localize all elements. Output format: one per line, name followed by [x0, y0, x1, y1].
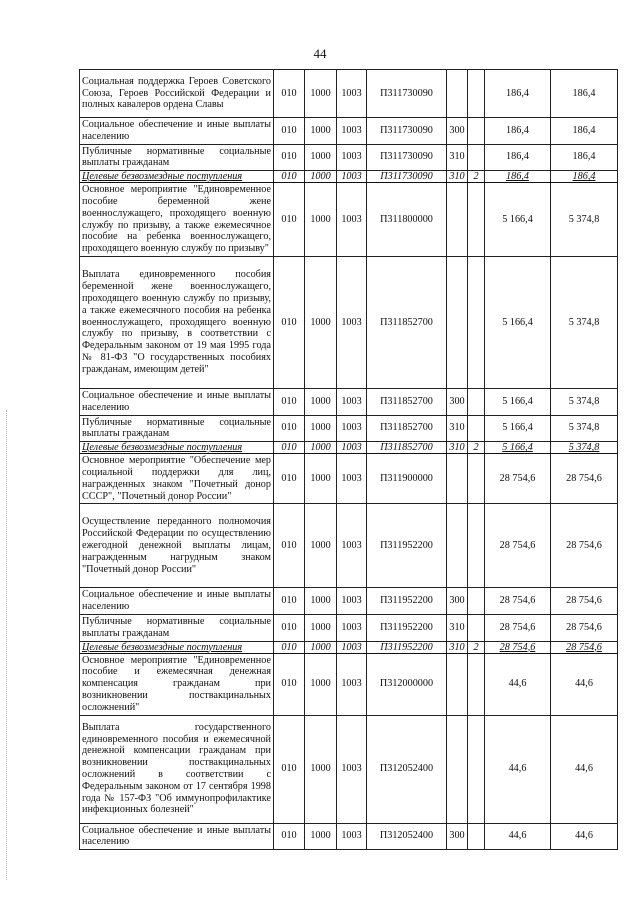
row-name-cell: Социальное обеспечение и иные выплаты населению: [80, 588, 274, 615]
ministry-code-cell: 010: [274, 641, 305, 653]
row-name-cell: Публичные нормативные социальные выплаты гражданам: [80, 415, 274, 442]
table-row: [80, 415, 618, 442]
target-receipts-row: [80, 641, 618, 653]
amount-year2-cell: 186,4: [551, 144, 618, 171]
source-code-cell: [468, 183, 485, 257]
table-row: [80, 715, 618, 823]
expense-type-cell: [447, 256, 468, 388]
source-code-cell: [468, 256, 485, 388]
target-article-cell: П311852700: [367, 388, 447, 415]
table-row: [80, 70, 618, 118]
source-code-cell: [468, 504, 485, 588]
subsection-code-cell: 1003: [337, 171, 367, 183]
page-number: 44: [313, 46, 327, 61]
amount-year2-cell: 44,6: [551, 653, 618, 715]
table-row: [80, 183, 618, 257]
target-article-cell: П311952200: [367, 614, 447, 641]
ministry-code-cell: 010: [274, 614, 305, 641]
source-code-cell: [468, 388, 485, 415]
expense-type-cell: [447, 70, 468, 118]
row-name-cell: Целевые безвозмездные поступления: [80, 442, 274, 454]
amount-year2-cell: 28 754,6: [551, 641, 618, 653]
target-article-cell: П311952200: [367, 504, 447, 588]
amount-year2-cell: 28 754,6: [551, 614, 618, 641]
table-row: [80, 653, 618, 715]
source-code-cell: [468, 144, 485, 171]
margin-dotted-line: [6, 410, 8, 880]
ministry-code-cell: 010: [274, 442, 305, 454]
section-code-cell: 1000: [305, 715, 337, 823]
section-code-cell: 1000: [305, 442, 337, 454]
amount-year2-cell: 5 374,8: [551, 442, 618, 454]
row-name-cell: Основное мероприятие "Единовременное пособие и ежемесячная денежная компенсация гражданам при возникновении поствакцинальных осложнений": [80, 653, 274, 715]
target-article-cell: П311730090: [367, 171, 447, 183]
expense-type-cell: 300: [447, 588, 468, 615]
row-name-cell: Целевые безвозмездные поступления: [80, 641, 274, 653]
table-row: [80, 454, 618, 504]
source-code-cell: 2: [468, 442, 485, 454]
target-article-cell: П311730090: [367, 118, 447, 145]
amount-year1-cell: 28 754,6: [485, 504, 551, 588]
amount-year1-cell: 5 166,4: [485, 256, 551, 388]
target-article-cell: П311852700: [367, 415, 447, 442]
amount-year2-cell: 186,4: [551, 70, 618, 118]
target-receipts-row: [80, 171, 618, 183]
amount-year2-cell: 5 374,8: [551, 256, 618, 388]
amount-year2-cell: 5 374,8: [551, 415, 618, 442]
source-code-cell: [468, 118, 485, 145]
row-name-cell: Выплата государственного единовременного пособия и ежемесячной денежной компенсации гражданам при возникновении поствакцинальных осложнений в соответствии с Федеральным законом от 17 сентября 1998 года № 157-ФЗ "Об иммунопрофилактике инфекционных болезней": [80, 715, 274, 823]
row-name-cell: Социальное обеспечение и иные выплаты населению: [80, 823, 274, 850]
section-code-cell: 1000: [305, 415, 337, 442]
source-code-cell: 2: [468, 171, 485, 183]
amount-year2-cell: 28 754,6: [551, 454, 618, 504]
section-code-cell: 1000: [305, 256, 337, 388]
amount-year2-cell: 5 374,8: [551, 183, 618, 257]
source-code-cell: [468, 823, 485, 850]
row-name-cell: Основное мероприятие "Обеспечение мер социальной поддержки для лиц, награжденных знаком "Почетный донор СССР", "Почетный донор России": [80, 454, 274, 504]
section-code-cell: 1000: [305, 653, 337, 715]
subsection-code-cell: 1003: [337, 614, 367, 641]
expense-type-cell: [447, 653, 468, 715]
ministry-code-cell: 010: [274, 415, 305, 442]
subsection-code-cell: 1003: [337, 118, 367, 145]
row-name-cell: Социальное обеспечение и иные выплаты населению: [80, 118, 274, 145]
expense-type-cell: 310: [447, 144, 468, 171]
section-code-cell: 1000: [305, 614, 337, 641]
amount-year1-cell: 5 166,4: [485, 183, 551, 257]
ministry-code-cell: 010: [274, 144, 305, 171]
subsection-code-cell: 1003: [337, 588, 367, 615]
subsection-code-cell: 1003: [337, 415, 367, 442]
amount-year1-cell: 186,4: [485, 171, 551, 183]
ministry-code-cell: 010: [274, 183, 305, 257]
section-code-cell: 1000: [305, 454, 337, 504]
ministry-code-cell: 010: [274, 588, 305, 615]
expense-type-cell: [447, 183, 468, 257]
subsection-code-cell: 1003: [337, 641, 367, 653]
target-article-cell: П311800000: [367, 183, 447, 257]
subsection-code-cell: 1003: [337, 715, 367, 823]
ministry-code-cell: 010: [274, 70, 305, 118]
table-row: [80, 504, 618, 588]
subsection-code-cell: 1003: [337, 823, 367, 850]
section-code-cell: 1000: [305, 118, 337, 145]
target-article-cell: П311900000: [367, 454, 447, 504]
amount-year1-cell: 186,4: [485, 118, 551, 145]
section-code-cell: 1000: [305, 388, 337, 415]
table-row: [80, 256, 618, 388]
row-name-cell: Публичные нормативные социальные выплаты гражданам: [80, 144, 274, 171]
target-article-cell: П311852700: [367, 442, 447, 454]
target-article-cell: П311730090: [367, 70, 447, 118]
amount-year1-cell: 28 754,6: [485, 641, 551, 653]
subsection-code-cell: 1003: [337, 454, 367, 504]
amount-year2-cell: 28 754,6: [551, 588, 618, 615]
target-article-cell: П312000000: [367, 653, 447, 715]
amount-year2-cell: 28 754,6: [551, 504, 618, 588]
source-code-cell: [468, 70, 485, 118]
target-article-cell: П311852700: [367, 256, 447, 388]
ministry-code-cell: 010: [274, 388, 305, 415]
ministry-code-cell: 010: [274, 823, 305, 850]
row-name-cell: Целевые безвозмездные поступления: [80, 171, 274, 183]
source-code-cell: [468, 454, 485, 504]
section-code-cell: 1000: [305, 641, 337, 653]
subsection-code-cell: 1003: [337, 504, 367, 588]
expense-type-cell: 300: [447, 118, 468, 145]
subsection-code-cell: 1003: [337, 70, 367, 118]
amount-year2-cell: 44,6: [551, 823, 618, 850]
expense-type-cell: 310: [447, 442, 468, 454]
section-code-cell: 1000: [305, 504, 337, 588]
ministry-code-cell: 010: [274, 653, 305, 715]
row-name-cell: Осуществление переданного полномочия Российской Федерации по осуществлению ежегодной денежной выплаты лицам, награжденным нагрудным знаком "Почетный донор России": [80, 504, 274, 588]
ministry-code-cell: 010: [274, 171, 305, 183]
subsection-code-cell: 1003: [337, 442, 367, 454]
subsection-code-cell: 1003: [337, 256, 367, 388]
expense-type-cell: 310: [447, 641, 468, 653]
amount-year2-cell: 186,4: [551, 171, 618, 183]
target-article-cell: П312052400: [367, 823, 447, 850]
amount-year1-cell: 28 754,6: [485, 588, 551, 615]
section-code-cell: 1000: [305, 823, 337, 850]
row-name-cell: Основное мероприятие "Единовременное пособие беременной жене военнослужащего, проходящего военную службу по призыву, а также ежемесячное пособие на ребенка военнослужащего, проходящего военную службу по призыву": [80, 183, 274, 257]
section-code-cell: 1000: [305, 183, 337, 257]
target-receipts-row: [80, 442, 618, 454]
table-row: [80, 823, 618, 850]
ministry-code-cell: 010: [274, 454, 305, 504]
source-code-cell: [468, 715, 485, 823]
ministry-code-cell: 010: [274, 118, 305, 145]
row-name-cell: Публичные нормативные социальные выплаты гражданам: [80, 614, 274, 641]
table-row: [80, 614, 618, 641]
target-article-cell: П311730090: [367, 144, 447, 171]
table-row: [80, 144, 618, 171]
source-code-cell: [468, 415, 485, 442]
subsection-code-cell: 1003: [337, 144, 367, 171]
target-article-cell: П311952200: [367, 641, 447, 653]
section-code-cell: 1000: [305, 144, 337, 171]
subsection-code-cell: 1003: [337, 183, 367, 257]
expense-type-cell: [447, 454, 468, 504]
section-code-cell: 1000: [305, 171, 337, 183]
source-code-cell: [468, 588, 485, 615]
amount-year2-cell: 186,4: [551, 118, 618, 145]
section-code-cell: 1000: [305, 70, 337, 118]
source-code-cell: [468, 614, 485, 641]
amount-year1-cell: 186,4: [485, 70, 551, 118]
expense-type-cell: 300: [447, 823, 468, 850]
ministry-code-cell: 010: [274, 504, 305, 588]
amount-year1-cell: 44,6: [485, 823, 551, 850]
expense-type-cell: 310: [447, 415, 468, 442]
amount-year1-cell: 44,6: [485, 715, 551, 823]
subsection-code-cell: 1003: [337, 653, 367, 715]
row-name-cell: Выплата единовременного пособия беременной жене военнослужащего, проходящего военную службу по призыву, а также ежемесячного пособия на ребенка военнослужащего, проходящего военную службу по призыву, в соответствии с Федеральным законом от 19 мая 1995 года № 81-ФЗ "О государственных пособиях гражданам, имеющим детей": [80, 256, 274, 388]
source-code-cell: 2: [468, 641, 485, 653]
section-code-cell: 1000: [305, 588, 337, 615]
table-row: [80, 118, 618, 145]
ministry-code-cell: 010: [274, 715, 305, 823]
amount-year1-cell: 28 754,6: [485, 614, 551, 641]
table-row: [80, 588, 618, 615]
row-name-cell: Социальное обеспечение и иные выплаты населению: [80, 388, 274, 415]
expense-type-cell: [447, 715, 468, 823]
ministry-code-cell: 010: [274, 256, 305, 388]
expense-type-cell: [447, 504, 468, 588]
expense-type-cell: 300: [447, 388, 468, 415]
target-article-cell: П312052400: [367, 715, 447, 823]
amount-year1-cell: 5 166,4: [485, 415, 551, 442]
expense-type-cell: 310: [447, 171, 468, 183]
amount-year1-cell: 44,6: [485, 653, 551, 715]
amount-year1-cell: 5 166,4: [485, 442, 551, 454]
table-row: [80, 388, 618, 415]
amount-year2-cell: 44,6: [551, 715, 618, 823]
row-name-cell: Социальная поддержка Героев Советского Союза, Героев Российской Федерации и полных кавалеров ордена Славы: [80, 70, 274, 118]
amount-year1-cell: 28 754,6: [485, 454, 551, 504]
budget-table: [79, 69, 618, 850]
expense-type-cell: 310: [447, 614, 468, 641]
source-code-cell: [468, 653, 485, 715]
amount-year1-cell: 5 166,4: [485, 388, 551, 415]
target-article-cell: П311952200: [367, 588, 447, 615]
subsection-code-cell: 1003: [337, 388, 367, 415]
amount-year2-cell: 5 374,8: [551, 388, 618, 415]
amount-year1-cell: 186,4: [485, 144, 551, 171]
